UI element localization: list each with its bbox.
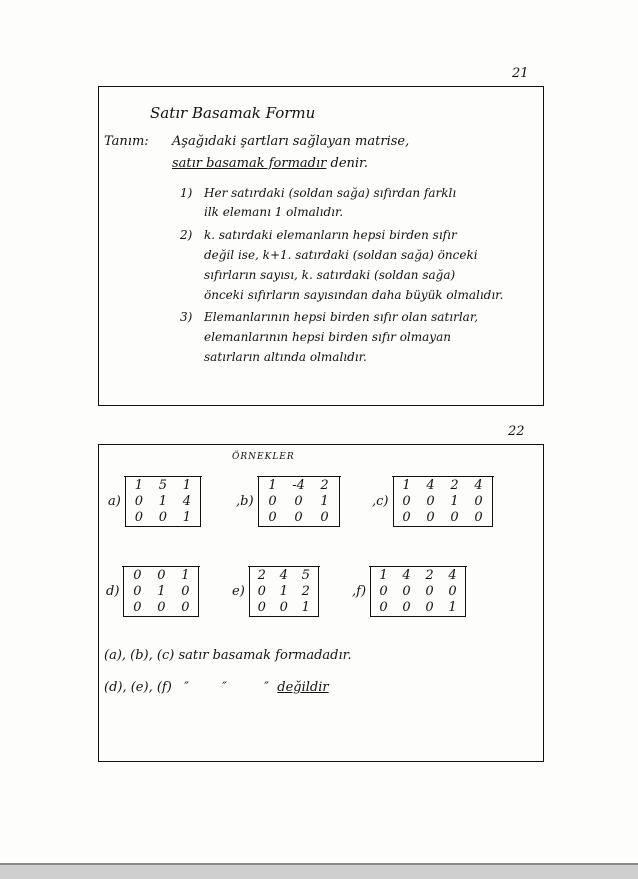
conclusion-2-negation: değildir (277, 680, 329, 695)
matrix-cell: 0 (425, 584, 434, 599)
definition-line-1: Aşağıdaki şartları sağlayan matrise, (172, 134, 410, 149)
matrix-b-label: ,b) (236, 494, 254, 509)
matrix-b-brackets (258, 476, 340, 527)
matrix-cell: 0 (268, 494, 277, 509)
matrix-e-brackets (249, 566, 319, 617)
matrix-a-brackets (125, 476, 201, 527)
matrix-d-label: d) (106, 584, 120, 599)
matrix-cell: 0 (133, 600, 142, 615)
matrix-cell: 0 (257, 584, 266, 599)
item-1-number: 1) (180, 186, 193, 200)
matrix-cell: 5 (158, 478, 167, 493)
matrix-cell: 1 (158, 494, 167, 509)
matrix-e (232, 566, 319, 617)
matrix-cell: 4 (279, 568, 288, 583)
matrix-f-label: ,f) (352, 584, 367, 599)
matrix-cell: 0 (257, 600, 266, 615)
matrix-cell: 1 (450, 494, 459, 509)
matrix-cell: 0 (379, 584, 388, 599)
matrix-cell: 0 (134, 510, 143, 525)
item-3-line-3: satırların altında olmalıdır. (204, 350, 367, 364)
matrix-cell: 0 (279, 600, 288, 615)
matrix-cell: 4 (182, 494, 191, 509)
matrix-cell: -4 (292, 478, 305, 493)
matrix-cell: 0 (157, 600, 166, 615)
matrix-cell: 0 (181, 584, 190, 599)
page-number-22: 22 (508, 424, 525, 439)
matrix-cell: 0 (448, 584, 457, 599)
matrix-cell: 1 (134, 478, 143, 493)
matrix-cell: 4 (448, 568, 457, 583)
matrix-cell: 1 (320, 494, 329, 509)
matrix-cell: 1 (182, 510, 191, 525)
item-2-line-4: önceki sıfırların sayısından daha büyük olmalıdır. (204, 288, 504, 302)
matrix-cell: 0 (402, 494, 411, 509)
item-2-line-2: değil ise, k+1. satırdaki (soldan sağa) önceki (204, 248, 478, 262)
definition-label: Tanım: (104, 134, 149, 149)
section-title: Satır Basamak Formu (150, 104, 316, 122)
matrix-cell: 1 (379, 568, 388, 583)
matrix-cell: 0 (379, 600, 388, 615)
item-3-line-1: Elemanlarının hepsi birden sıfır olan satırlar, (204, 310, 479, 324)
matrix-cell: 5 (301, 568, 310, 583)
item-3-number: 3) (180, 310, 193, 324)
item-1-line-1: Her satırdaki (soldan sağa) sıfırdan farklı (204, 186, 457, 200)
matrix-cell: 0 (134, 494, 143, 509)
matrix-cell: 0 (426, 510, 435, 525)
matrix-cell: 1 (182, 478, 191, 493)
matrix-cell: 1 (268, 478, 277, 493)
matrix-cell: 0 (181, 600, 190, 615)
matrix-a (108, 476, 201, 527)
matrix-cell: 1 (279, 584, 288, 599)
matrix-cell: 0 (402, 510, 411, 525)
matrix-d (106, 566, 199, 617)
matrix-b (236, 476, 340, 527)
item-1-line-2: ilk elemanı 1 olmalıdır. (204, 205, 344, 219)
item-2-number: 2) (180, 228, 193, 242)
matrix-cell: 0 (294, 510, 303, 525)
matrix-cell: 0 (425, 600, 434, 615)
matrix-e-label: e) (232, 584, 245, 599)
item-2-line-3: sıfırların sayısı, k. satırdaki (soldan sağa) (204, 268, 456, 282)
definition-term: satır basamak formadır (172, 156, 327, 171)
matrix-cell: 1 (157, 584, 166, 599)
matrix-c (372, 476, 493, 527)
matrix-cell: 0 (474, 494, 483, 509)
page-number-21: 21 (512, 66, 529, 81)
matrix-f-brackets (370, 566, 466, 617)
matrix-cell: 0 (320, 510, 329, 525)
conclusion-1: (a), (b), (c) satır basamak formadadır. (104, 648, 352, 663)
matrix-cell: 2 (301, 584, 310, 599)
matrix-cell: 0 (158, 510, 167, 525)
conclusion-2 (104, 680, 329, 695)
matrix-cell: 0 (157, 568, 166, 583)
matrix-cell: 0 (402, 600, 411, 615)
matrix-c-label: ,c) (372, 494, 389, 509)
matrix-d-brackets (123, 566, 199, 617)
matrix-cell: 0 (474, 510, 483, 525)
matrix-cell: 0 (402, 584, 411, 599)
definition-line-2 (172, 156, 368, 171)
definition-end: denir. (326, 156, 368, 171)
matrix-c-brackets (393, 476, 493, 527)
matrix-cell: 0 (294, 494, 303, 509)
matrix-cell: 4 (474, 478, 483, 493)
matrix-cell: 2 (450, 478, 459, 493)
matrix-cell: 2 (425, 568, 434, 583)
matrix-cell: 0 (268, 510, 277, 525)
matrix-cell: 0 (133, 568, 142, 583)
examples-heading: ÖRNEKLER (232, 452, 295, 462)
matrix-cell: 4 (426, 478, 435, 493)
matrix-cell: 0 (426, 494, 435, 509)
matrix-cell: 1 (448, 600, 457, 615)
matrix-cell: 1 (301, 600, 310, 615)
matrix-cell: 2 (257, 568, 266, 583)
matrix-f (352, 566, 466, 617)
matrix-cell: 1 (181, 568, 190, 583)
scan-edge-bar (0, 865, 638, 879)
matrix-a-label: a) (108, 494, 121, 509)
matrix-cell: 4 (402, 568, 411, 583)
item-2-line-1: k. satırdaki elemanların hepsi birden sıfır (204, 228, 457, 242)
conclusion-2-prefix: (d), (e), (f) ″ ″ ″ (104, 680, 278, 695)
matrix-cell: 0 (133, 584, 142, 599)
matrix-cell: 0 (450, 510, 459, 525)
matrix-cell: 1 (402, 478, 411, 493)
matrix-cell: 2 (320, 478, 329, 493)
item-3-line-2: elemanlarının hepsi birden sıfır olmayan (204, 330, 451, 344)
